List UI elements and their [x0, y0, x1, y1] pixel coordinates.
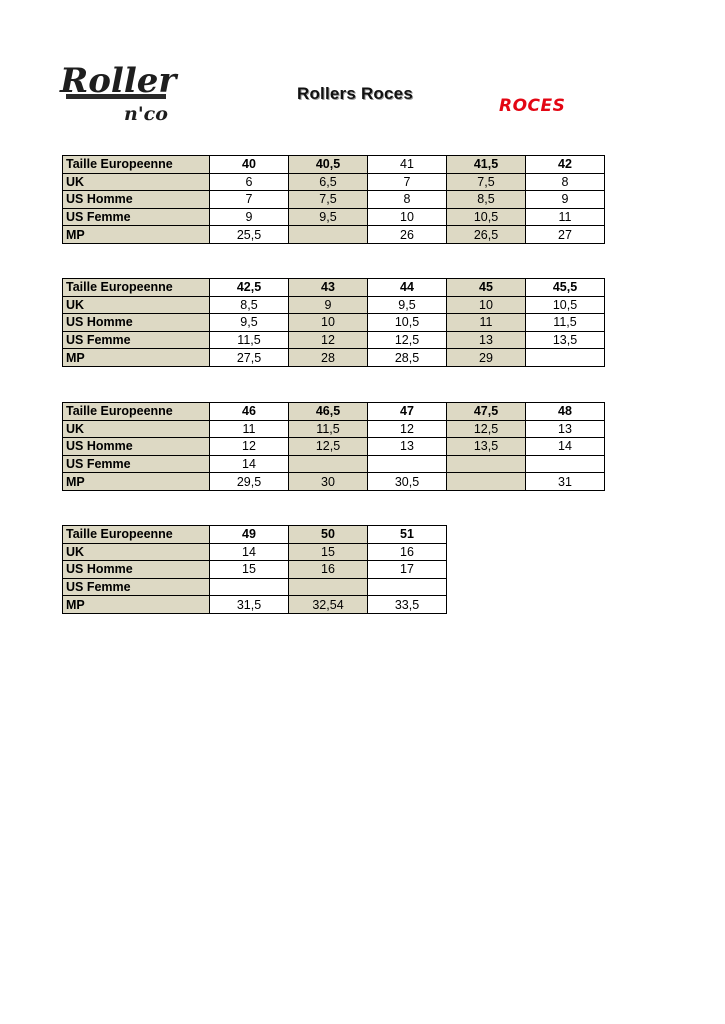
size-cell: 46: [210, 403, 289, 421]
table-row: [63, 455, 605, 473]
row-label: UK: [63, 173, 210, 191]
row-label: US Homme: [63, 191, 210, 209]
row-label: MP: [63, 596, 210, 614]
table-row: [63, 403, 605, 421]
row-label: US Femme: [63, 455, 210, 473]
size-cell: 16: [368, 543, 447, 561]
size-cell: [526, 349, 605, 367]
size-cell: [210, 578, 289, 596]
size-cell: 11,5: [526, 314, 605, 332]
size-cell: [447, 455, 526, 473]
table-row: [63, 208, 605, 226]
table-row: [63, 420, 605, 438]
size-cell: 12: [289, 331, 368, 349]
size-cell: 9: [526, 191, 605, 209]
size-cell: 31,5: [210, 596, 289, 614]
size-cell: 43: [289, 279, 368, 297]
size-cell: 11: [210, 420, 289, 438]
row-label: US Homme: [63, 438, 210, 456]
size-cell: 26,5: [447, 226, 526, 244]
table-row: [63, 191, 605, 209]
size-table: [62, 155, 605, 244]
row-label: Taille Europeenne: [63, 403, 210, 421]
size-cell: 26: [368, 226, 447, 244]
logo-roces-text: ROCES: [499, 96, 566, 116]
size-cell: [368, 578, 447, 596]
table-row: [63, 331, 605, 349]
size-cell: 9,5: [368, 296, 447, 314]
size-cell: 13,5: [447, 438, 526, 456]
size-cell: 46,5: [289, 403, 368, 421]
roces-logo: [497, 94, 581, 116]
table-row: [63, 473, 605, 491]
size-cell: 27,5: [210, 349, 289, 367]
size-cell: 32,54: [289, 596, 368, 614]
size-cell: 14: [526, 438, 605, 456]
size-cell: 10: [368, 208, 447, 226]
size-cell: 14: [210, 455, 289, 473]
size-cell: 9: [289, 296, 368, 314]
size-cell: 12,5: [447, 420, 526, 438]
row-label: US Homme: [63, 561, 210, 579]
size-table: [62, 278, 605, 367]
size-cell: 13: [447, 331, 526, 349]
size-cell: 12,5: [289, 438, 368, 456]
size-cell: 7,5: [289, 191, 368, 209]
size-cell: 31: [526, 473, 605, 491]
size-cell: 8: [526, 173, 605, 191]
size-cell: 29,5: [210, 473, 289, 491]
table-row: [63, 226, 605, 244]
size-cell: 8,5: [210, 296, 289, 314]
table-row: [63, 438, 605, 456]
row-label: Taille Europeenne: [63, 526, 210, 544]
row-label: UK: [63, 543, 210, 561]
size-cell: 7,5: [447, 173, 526, 191]
table-row: [63, 561, 447, 579]
row-label: MP: [63, 473, 210, 491]
size-cell: 10: [289, 314, 368, 332]
size-cell: 12: [368, 420, 447, 438]
size-cell: 11,5: [289, 420, 368, 438]
size-cell: 10: [447, 296, 526, 314]
table-row: [63, 526, 447, 544]
size-cell: 29: [447, 349, 526, 367]
table-row: [63, 578, 447, 596]
size-cell: 16: [289, 561, 368, 579]
row-label: MP: [63, 349, 210, 367]
size-cell: 41: [368, 156, 447, 174]
table-row: [63, 279, 605, 297]
size-cell: 45: [447, 279, 526, 297]
size-cell: 14: [210, 543, 289, 561]
table-row: [63, 596, 447, 614]
size-cell: 25,5: [210, 226, 289, 244]
roller-nco-logo: [58, 56, 190, 126]
size-cell: 10,5: [368, 314, 447, 332]
size-cell: [289, 578, 368, 596]
size-cell: 33,5: [368, 596, 447, 614]
table-row: [63, 314, 605, 332]
size-cell: 42: [526, 156, 605, 174]
row-label: UK: [63, 420, 210, 438]
size-cell: 6: [210, 173, 289, 191]
size-cell: 13,5: [526, 331, 605, 349]
size-cell: 28: [289, 349, 368, 367]
size-cell: 48: [526, 403, 605, 421]
size-cell: [289, 455, 368, 473]
size-cell: [447, 473, 526, 491]
size-cell: 28,5: [368, 349, 447, 367]
size-cell: 9,5: [210, 314, 289, 332]
size-cell: 12,5: [368, 331, 447, 349]
size-cell: 47: [368, 403, 447, 421]
size-cell: 10,5: [526, 296, 605, 314]
size-cell: 7: [368, 173, 447, 191]
size-cell: 47,5: [447, 403, 526, 421]
size-cell: 51: [368, 526, 447, 544]
size-cell: 44: [368, 279, 447, 297]
size-cell: 40: [210, 156, 289, 174]
table-row: [63, 156, 605, 174]
logo-nco-text: n'co: [124, 103, 168, 125]
table-row: [63, 296, 605, 314]
size-cell: 30,5: [368, 473, 447, 491]
table-row: [63, 349, 605, 367]
size-cell: 49: [210, 526, 289, 544]
size-cell: 9,5: [289, 208, 368, 226]
size-cell: 11: [526, 208, 605, 226]
row-label: Taille Europeenne: [63, 156, 210, 174]
row-label: US Femme: [63, 208, 210, 226]
size-cell: 45,5: [526, 279, 605, 297]
size-cell: 8: [368, 191, 447, 209]
size-cell: 12: [210, 438, 289, 456]
size-cell: 13: [368, 438, 447, 456]
table-row: [63, 173, 605, 191]
size-cell: 27: [526, 226, 605, 244]
size-cell: 7: [210, 191, 289, 209]
size-cell: 30: [289, 473, 368, 491]
size-cell: 15: [289, 543, 368, 561]
size-cell: 9: [210, 208, 289, 226]
size-cell: 11,5: [210, 331, 289, 349]
page-title: Rollers Roces: [297, 84, 413, 103]
size-cell: 40,5: [289, 156, 368, 174]
size-table: [62, 402, 605, 491]
table-row: [63, 543, 447, 561]
size-table: [62, 525, 447, 614]
row-label: MP: [63, 226, 210, 244]
size-cell: 6,5: [289, 173, 368, 191]
row-label: US Homme: [63, 314, 210, 332]
size-cell: 8,5: [447, 191, 526, 209]
size-cell: 10,5: [447, 208, 526, 226]
logo-roller-text: Roller: [60, 61, 177, 101]
size-cell: [368, 455, 447, 473]
row-label: US Femme: [63, 578, 210, 596]
size-cell: 11: [447, 314, 526, 332]
size-cell: [526, 455, 605, 473]
row-label: Taille Europeenne: [63, 279, 210, 297]
size-cell: 50: [289, 526, 368, 544]
size-cell: 15: [210, 561, 289, 579]
size-cell: 17: [368, 561, 447, 579]
size-cell: [289, 226, 368, 244]
size-cell: 13: [526, 420, 605, 438]
size-cell: 42,5: [210, 279, 289, 297]
row-label: UK: [63, 296, 210, 314]
row-label: US Femme: [63, 331, 210, 349]
size-cell: 41,5: [447, 156, 526, 174]
